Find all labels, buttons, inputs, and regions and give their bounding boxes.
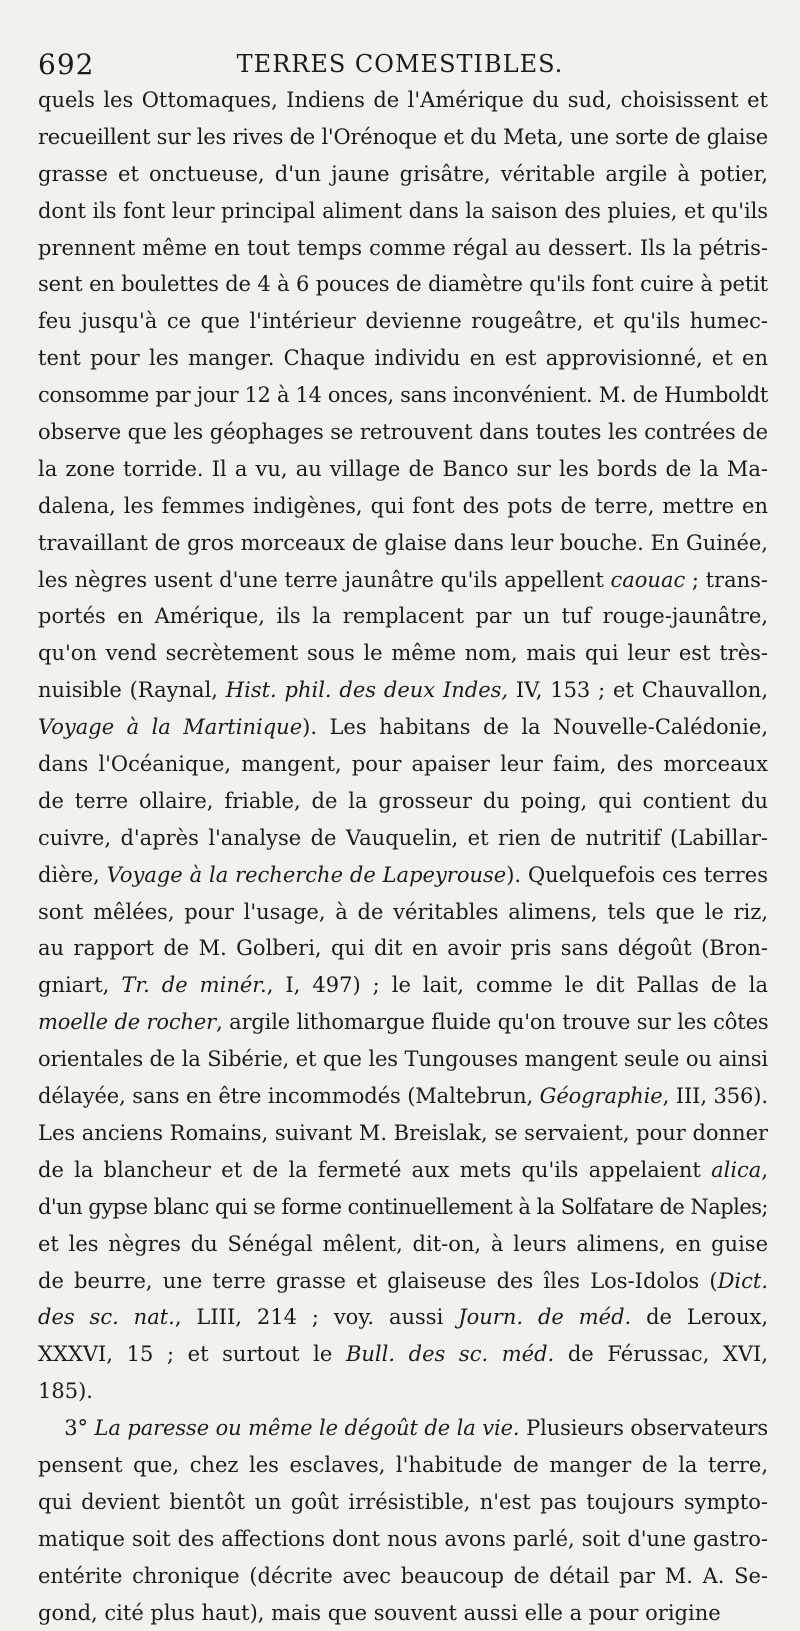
text-segment: la zone torride. Il a vu, au village de Banco sur les bords de la Ma- — [38, 456, 768, 481]
text-line — [38, 266, 768, 303]
text-segment: les nègres usent d'une terre jaunâtre qu'ils appellent — [38, 567, 611, 592]
text-line — [38, 230, 768, 267]
text-line — [38, 119, 768, 156]
italic-segment: Tr. de minér. — [121, 973, 267, 998]
text-segment: de la blancheur et de la fermeté aux mets qu'ils appelaient — [38, 1157, 712, 1182]
text-segment: de Férussac, XVI, — [554, 1342, 768, 1367]
text-line — [38, 1484, 768, 1521]
text-segment: , LIII, 214 ; voy. aussi — [174, 1305, 459, 1330]
italic-segment: alica — [711, 1157, 762, 1182]
text-segment: d'un gypse blanc qui se forme continuellement à la Solfatare de Naples; — [38, 1194, 768, 1219]
text-line — [38, 746, 768, 783]
text-segment: de Leroux, — [631, 1305, 768, 1330]
text-segment: prennent même en tout temps comme régal au dessert. Ils la pétris- — [38, 235, 768, 260]
text-line — [38, 857, 768, 894]
text-line — [38, 672, 768, 709]
text-line — [38, 1263, 768, 1300]
text-segment: gond, cité plus haut), mais que souvent aussi elle a pour origine — [38, 1600, 721, 1625]
text-line — [38, 635, 768, 672]
running-title: TERRES COMESTIBLES. — [236, 50, 564, 78]
text-line — [38, 1373, 768, 1410]
text-line — [38, 562, 768, 599]
italic-segment: des sc. nat. — [38, 1305, 175, 1330]
text-segment: , argile lithomargue fluide qu'on trouve sur les côtes — [216, 1010, 768, 1035]
text-segment: orientales de la Sibérie, et que les Tungouses mangent seule ou ainsi — [38, 1047, 768, 1072]
italic-segment: Hist. phil. des deux Indes, — [225, 678, 509, 703]
text-segment: dalena, les femmes indigènes, qui font des pots de terre, mettre en — [38, 493, 768, 518]
text-line — [38, 414, 768, 451]
text-segment: , III, 356). — [662, 1084, 768, 1109]
text-segment: délayée, sans en être incommodés (Maltebrun, — [38, 1084, 540, 1109]
text-segment: qu'on vend secrètement sous le même nom, mais qui leur est très- — [38, 641, 768, 666]
text-line — [38, 1299, 768, 1336]
text-line — [38, 1004, 768, 1041]
text-line — [38, 377, 768, 414]
italic-segment: Voyage à la Martinique — [38, 715, 303, 740]
text-segment: dont ils font leur principal aliment dans la saison des pluies, et qu'ils — [38, 198, 768, 223]
text-segment: quels les Ottomaques, Indiens de l'Amérique du sud, choisissent et — [38, 88, 768, 112]
text-segment: Plusieurs observateurs — [519, 1416, 768, 1441]
text-line — [38, 156, 768, 193]
text-line — [38, 340, 768, 377]
text-line — [38, 451, 768, 488]
italic-segment: Géographie — [539, 1084, 663, 1109]
running-head — [0, 44, 800, 84]
text-line — [38, 193, 768, 230]
italic-segment: Journ. de méd. — [458, 1305, 632, 1330]
text-segment: dière, — [38, 862, 107, 887]
text-segment: sont mêlées, pour l'usage, à de véritables alimens, tels que le riz, — [38, 899, 768, 924]
text-segment: au rapport de M. Golberi, qui dit en avoir pris sans dégoût (Bron- — [38, 936, 768, 961]
text-segment: portés en Amérique, ils la remplacent par un tuf rouge-jaunâtre, — [38, 604, 768, 629]
text-segment: cuivre, d'après l'analyse de Vauquelin, et rien de nutritif (Labillar- — [38, 825, 768, 850]
text-line — [38, 303, 768, 340]
italic-segment: Voyage à la recherche de Lapeyrouse — [106, 862, 507, 887]
text-segment: ). Quelquefois ces terres — [506, 862, 768, 887]
text-segment: ). Les habitans de la Nouvelle-Calédonie, — [302, 715, 768, 740]
text-segment: dans l'Océanique, mangent, pour apaiser leur faim, des morceaux — [38, 752, 768, 777]
text-segment: feu jusqu'à ce que l'intérieur devienne rougeâtre, et qu'ils humec- — [38, 309, 768, 334]
text-segment: ; trans- — [685, 567, 768, 592]
body-text — [38, 82, 768, 1631]
text-line — [38, 783, 768, 820]
text-line — [38, 1115, 768, 1152]
text-segment: entérite chronique (décrite avec beaucoup de détail par M. A. Se- — [38, 1563, 768, 1588]
text-segment: grasse et onctueuse, d'un jaune grisâtre, véritable argile à potier, — [38, 161, 768, 186]
italic-segment: Dict. — [717, 1268, 768, 1293]
text-line — [38, 967, 768, 1004]
page-number: 692 — [38, 48, 95, 81]
text-segment: nuisible (Raynal, — [38, 678, 226, 703]
text-line — [38, 894, 768, 931]
italic-segment: caouac — [610, 567, 686, 592]
text-line — [38, 1447, 768, 1484]
text-segment: 185). — [38, 1379, 93, 1404]
text-segment: de terre ollaire, friable, de la grosseur du poing, qui contient du — [38, 788, 768, 813]
text-line — [38, 1189, 768, 1226]
text-line — [38, 709, 768, 746]
text-segment: IV, 153 ; et Chauvallon, — [508, 678, 768, 703]
text-segment: recueillent sur les rives de l'Orénoque et du Meta, une sorte de glaise — [38, 124, 768, 149]
text-segment: 3° — [38, 1416, 95, 1441]
text-line — [38, 930, 768, 967]
italic-segment: moelle de rocher — [38, 1010, 217, 1035]
text-segment: gniart, — [38, 973, 122, 998]
text-segment: qui devient bientôt un goût irrésistible, n'est pas toujours sympto- — [38, 1489, 768, 1514]
italic-segment: La paresse ou même le dégoût de la vie. — [94, 1416, 520, 1441]
text-line — [38, 1041, 768, 1078]
italic-segment: Bull. des sc. méd. — [345, 1342, 555, 1367]
text-segment: tent pour les manger. Chaque individu en est approvisionné, et en — [38, 346, 768, 371]
text-line — [38, 82, 768, 119]
text-line — [38, 598, 768, 635]
text-line — [38, 1078, 768, 1115]
text-line — [38, 1152, 768, 1189]
text-segment: pensent que, chez les esclaves, l'habitude de manger de la terre, — [38, 1452, 768, 1477]
text-line — [38, 525, 768, 562]
text-segment: et les nègres du Sénégal mêlent, dit-on, à leurs alimens, en guise — [38, 1231, 768, 1256]
text-line — [38, 1226, 768, 1263]
text-segment: , I, 497) ; le lait, comme le dit Pallas de la — [266, 973, 768, 998]
text-line — [38, 488, 768, 525]
text-line — [38, 1595, 768, 1631]
text-line — [38, 1521, 768, 1558]
text-line — [38, 820, 768, 857]
text-segment: XXXVI, 15 ; et surtout le — [38, 1342, 346, 1367]
text-segment: sent en boulettes de 4 à 6 pouces de diamètre qu'ils font cuire à petit — [38, 272, 768, 297]
text-segment: observe que les géophages se retrouvent dans toutes les contrées de — [38, 420, 768, 445]
text-segment: de beurre, une terre grasse et glaiseuse des îles Los-Idolos ( — [38, 1268, 718, 1293]
text-segment: Les anciens Romains, suivant M. Breislak, se servaient, pour donner — [38, 1120, 768, 1145]
text-line — [38, 1558, 768, 1595]
text-line — [38, 1410, 768, 1447]
text-line — [38, 1336, 768, 1373]
text-segment: travaillant de gros morceaux de glaise dans leur bouche. En Guinée, — [38, 530, 768, 555]
text-segment: consomme par jour 12 à 14 onces, sans inconvénient. M. de Humboldt — [38, 383, 768, 408]
text-segment: , — [761, 1157, 768, 1182]
text-segment: matique soit des affections dont nous avons parlé, soit d'une gastro- — [38, 1526, 768, 1551]
